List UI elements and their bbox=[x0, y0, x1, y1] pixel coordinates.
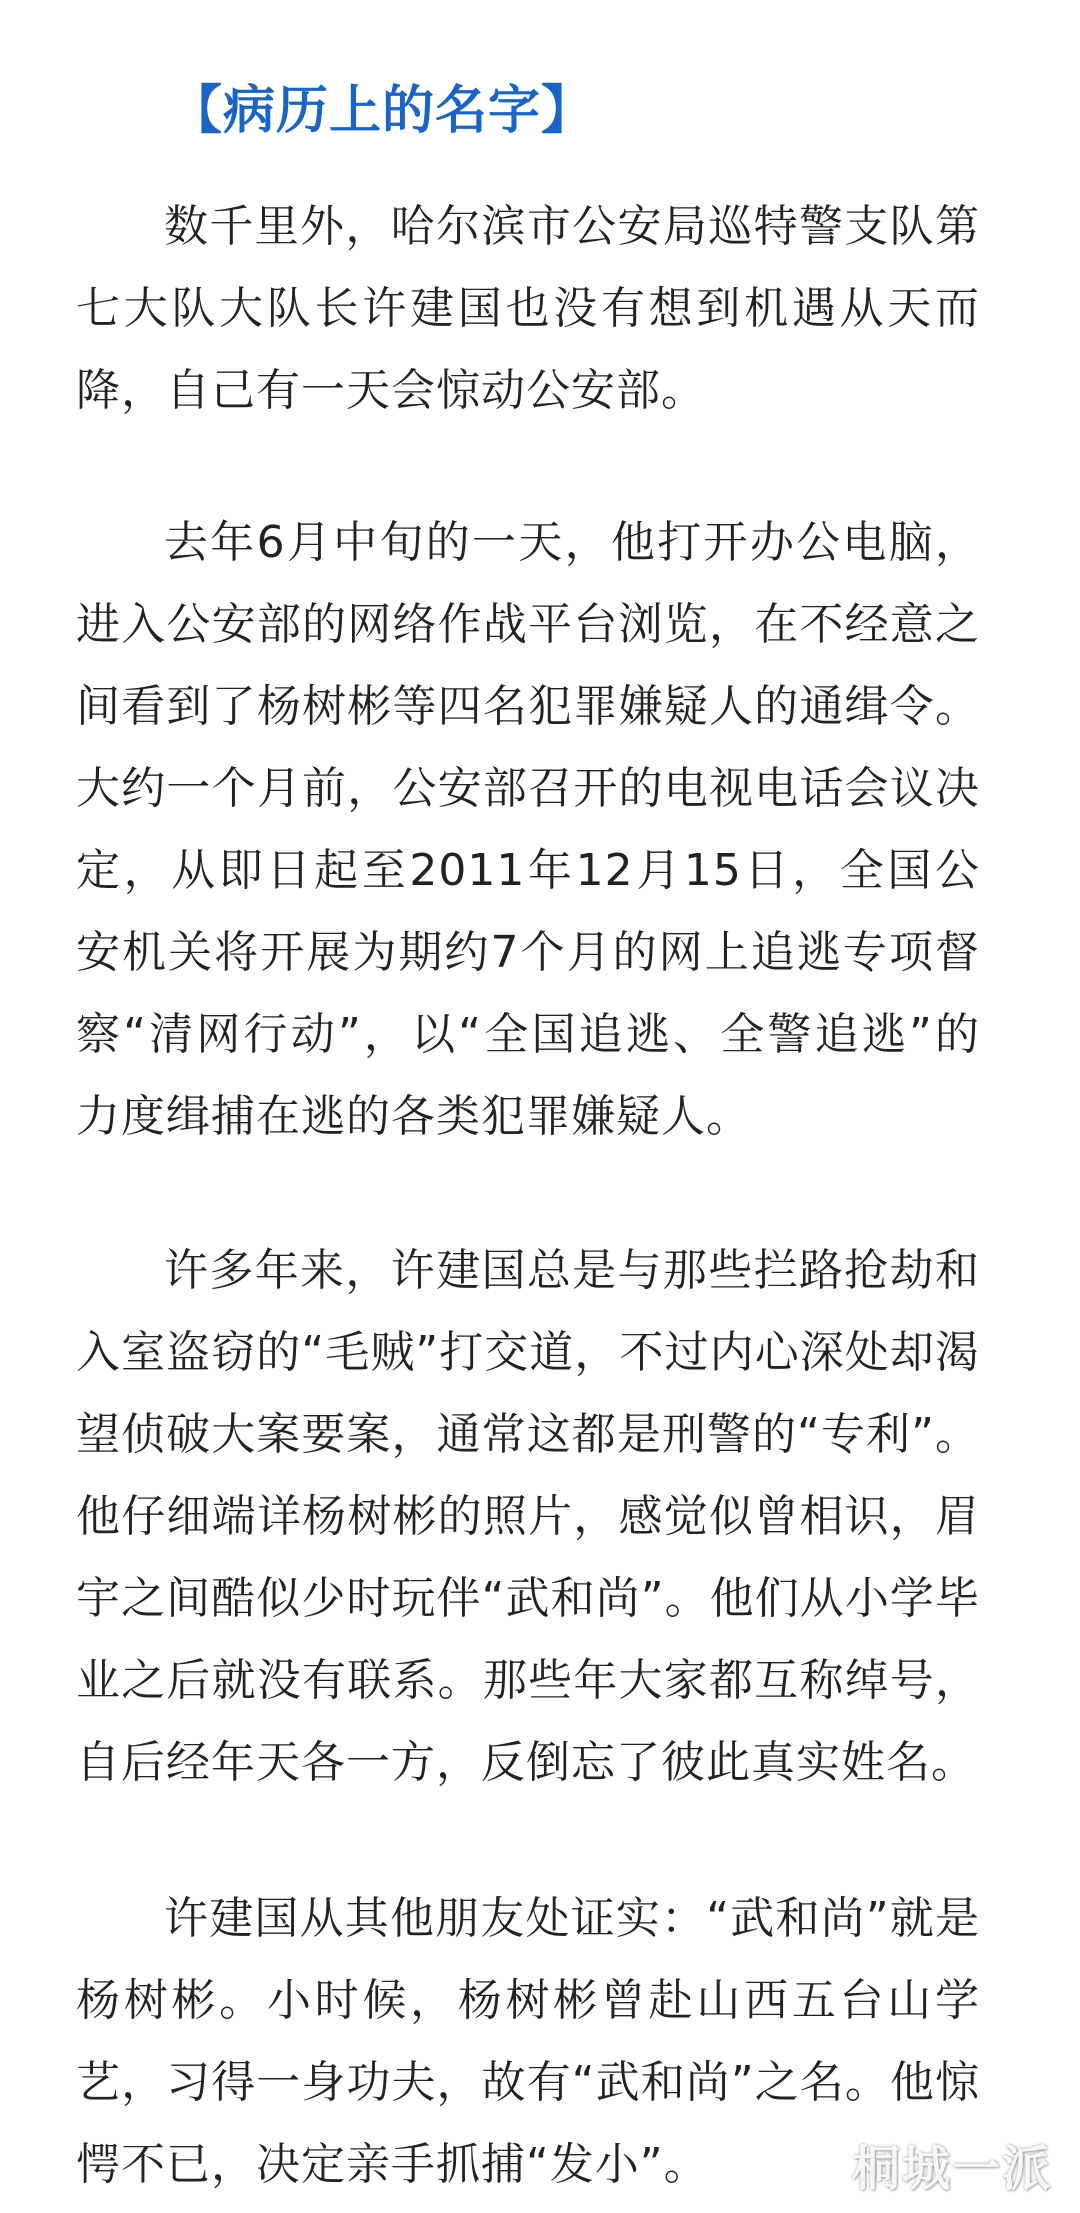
section-title: 【病历上的名字】 bbox=[170, 81, 595, 142]
article-paragraph: 数千里外，哈尔滨市公安局巡特警支队第七大队大队长许建国也没有想到机遇从天而降，自己有一天会惊动公安部。 bbox=[76, 201, 980, 416]
article-paragraph: 去年6月中旬的一天，他打开办公电脑，进入公安部的网络作战平台浏览，在不经意之间看到了杨树彬等四名犯罪嫌疑人的通缉令。大约一个月前，公安部召开的电视电话会议决定，从即日起至2011年12月15日，全国公安机关将开展为期约7个月的网上追逃专项督察“清网行动”，以“全国追逃、全警追逃”的力度缉捕在逃的各类犯罪嫌疑人。 bbox=[76, 517, 980, 1142]
watermark: 桐城一派 bbox=[851, 2141, 1052, 2197]
article-paragraph: 许建国从其他朋友处证实：“武和尚”就是杨树彬。小时候，杨树彬曾赴山西五台山学艺，习得一身功夫，故有“武和尚”之名。他惊愕不已，决定亲手抓捕“发小”。 bbox=[76, 1893, 980, 2190]
article-paragraph: 许多年来，许建国总是与那些拦路抢劫和入室盗窃的“毛贼”打交道，不过内心深处却渴望侦破大案要案，通常这都是刑警的“专利”。他仔细端详杨树彬的照片，感觉似曾相识，眉宇之间酷似少时玩伴“武和尚”。他们从小学毕业之后就没有联系。那些年大家都互称绰号，自后经年天各一方，反倒忘了彼此真实姓名。 bbox=[76, 1245, 980, 1788]
